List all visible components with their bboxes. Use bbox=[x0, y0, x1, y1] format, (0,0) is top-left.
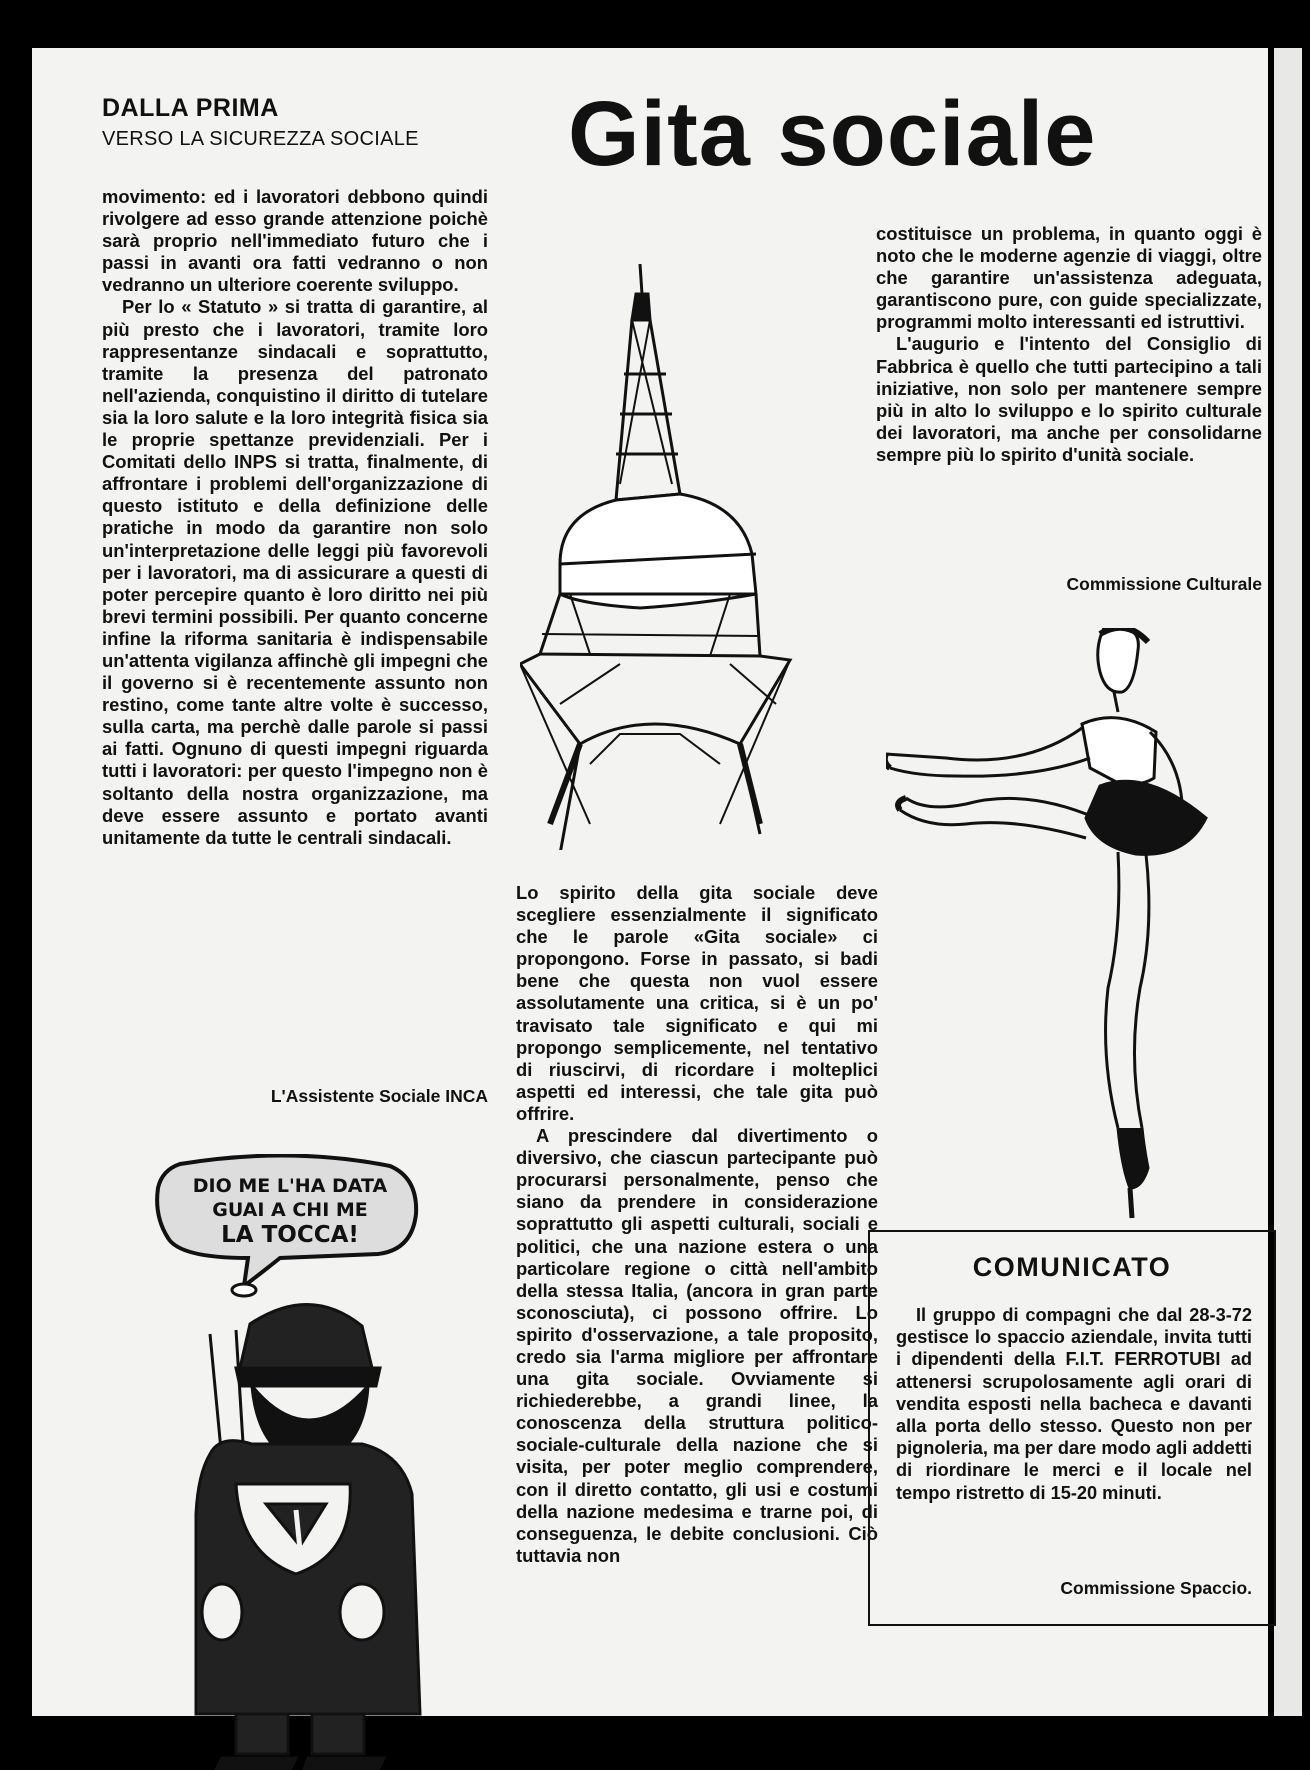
ballerina-illustration bbox=[886, 628, 1216, 1228]
right-article-signature: Commissione Culturale bbox=[1066, 574, 1262, 594]
right-article-paragraph-2: L'augurio e l'intento del Consiglio di Fabbrica è quello che tutti partecipino a tali iniziative, non solo per mantenere sempre più in alto lo sviluppo e lo spirito culturale dei lavoratori, ma anche per consolidarne sempre più lo spirito d'unità sociale. bbox=[876, 333, 1262, 465]
middle-article bbox=[516, 882, 878, 1567]
middle-article-paragraph-1: Lo spirito della gita sociale deve scegliere essenzialmente il significato che le parole «Gita sociale» ci propongono. Forse in passato, si badi bene che questa non vuol essere assolutamente una critica, si è un po' travisato tale significato e qui mi propongo semplicemente, nel tentativo di riuscirvi, di ricordare i molteplici aspetti ed interessi, che tale gita può offrire. bbox=[516, 882, 878, 1124]
bubble-line-2: GUAI A CHI ME bbox=[212, 1199, 368, 1221]
bubble-line-3: LA TOCCA! bbox=[221, 1222, 359, 1248]
comunicato-box bbox=[868, 1230, 1276, 1626]
left-article-paragraph-1: movimento: ed i lavoratori debbono quindi rivolgere ad esso grande attenzione poichè sarà proprio nell'immediato futuro che i passi in avanti ora fatti vedranno o non vedranno un ulteriore coerente sviluppo. bbox=[102, 186, 488, 296]
left-article bbox=[102, 186, 488, 849]
bubble-line-1: DIO ME L'HA DATA bbox=[192, 1175, 388, 1197]
left-article-signature: L'Assistente Sociale INCA bbox=[270, 1086, 488, 1106]
speech-bubble bbox=[157, 1155, 416, 1286]
cartoon-illustration bbox=[140, 1154, 460, 1770]
right-article bbox=[876, 223, 1262, 466]
comunicato-signature: Commissione Spaccio. bbox=[1060, 1578, 1252, 1598]
helmeted-figure bbox=[196, 1284, 420, 1770]
comunicato-text: Il gruppo di compagni che dal 28-3-72 gestisce lo spaccio aziendale, invita tutti i dipendenti della F.I.T. FERROTUBI ad attenersi scrupolosamente agli orari di vendita esposti nella bacheca e davanti alla porta dello stesso. Questo non per pignoleria, ma per dare modo agli addetti di riordinare le merci e il locale nel tempo ristretto di 15-20 minuti. bbox=[896, 1305, 1252, 1503]
next-page-strip bbox=[1274, 48, 1302, 1716]
left-article-paragraph-2: Per lo « Statuto » si tratta di garantire, al più presto che i lavoratori, tramite loro rappresentanze sindacali e soprattutto, tramite la presenza del patronato nell'azienda, conquistino il diritto di tutelare sia la loro salute e la loro integrità fisica sia le proprie spettanze previdenziali. Per i Comitati dello INPS si tratta, finalmente, di affrontare i problemi dell'organizzazione di questo istituto e della definizione delle pratiche in modo da garantire non solo un'interpretazione delle leggi più favorevoli per i lavoratori, ma di assicurare a questi di poter percepire quanto è loro diritto nei più brevi termini possibili. Per quanto concerne infine la riforma sanitaria è indispensabile un'attenta vigilanza affinchè gli impegni che il governo si è recentemente assunto non restino, come tante altre volte è successo, sulla carta, ma perchè dalle parole si passi ai fatti. Ognuno di questi impegni riguarda tutti i lavoratori: per questo l'impegno non è soltanto della nostra organizzazione, ma deve essere assunto e portato avanti unitamente da tutte le centrali sindacali. bbox=[102, 296, 488, 848]
eiffel-tower-illustration bbox=[520, 264, 852, 850]
right-article-paragraph-1: costituisce un problema, in quanto oggi è noto che le moderne agenzie di viaggi, oltre che garantire un'assistenza adeguata, garantiscono pure, con guide specializzate, programmi molto interessanti ed istruttivi. bbox=[876, 223, 1262, 333]
section-kicker: DALLA PRIMA bbox=[102, 94, 279, 122]
newspaper-page bbox=[32, 48, 1268, 1716]
section-kicker-subtitle: VERSO LA SICUREZZA SOCIALE bbox=[102, 128, 419, 150]
page-title: Gita sociale bbox=[568, 83, 1097, 185]
middle-article-paragraph-2: A prescindere dal divertimento o diversivo, che ciascun partecipante può procurarsi personalmente, penso che siano da prendere in considerazione soprattutto gli aspetti culturali, sociali e politici, che una nazione estera o una particolare regione o città nell'ambito della stessa Italia, (ancora in gran parte sconosciuta), ci possono offrire. Lo spirito d'osservazione, a tale proposito, credo sia l'arma migliore per affrontare una gita sociale. Ovviamente si richiederebbe, a grandi linee, la conoscenza della struttura politico-sociale-culturale della nazione che si visita, per poter meglio comprendere, con il diretto contatto, gli usi e costumi della nazione medesima e trarne poi, di conseguenza, le debite conclusioni. Ciò tuttavia non bbox=[516, 1125, 878, 1566]
comunicato-title: COMUNICATO bbox=[972, 1252, 1172, 1282]
